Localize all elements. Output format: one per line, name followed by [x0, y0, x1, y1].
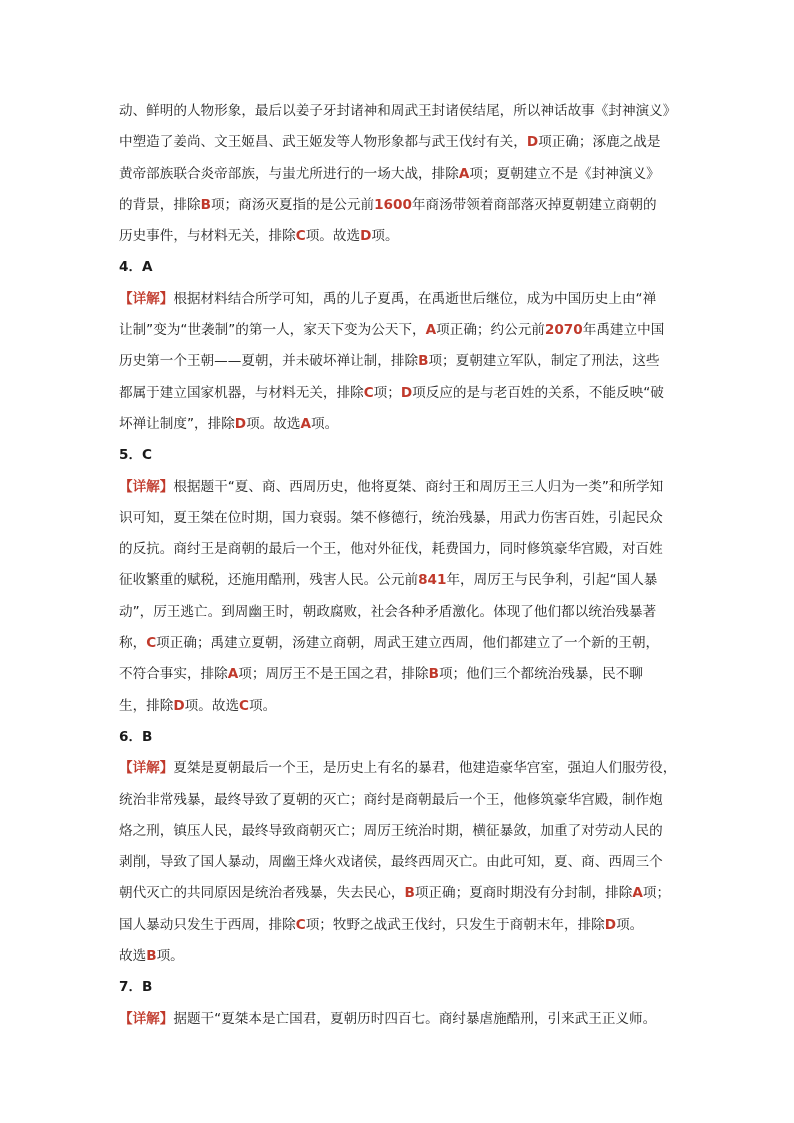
body-text: 项正确；涿鹿之战是 — [538, 134, 661, 151]
body-text: 项。故选 — [246, 415, 301, 432]
highlight-text: A — [632, 885, 643, 902]
text-line — [119, 565, 697, 596]
highlight-text: C — [146, 635, 157, 652]
body-text: 据题干“夏桀本是亡国君，夏朝历时四百七。商纣暴虐施酷刑，引来武王正义师。 — [173, 1010, 657, 1027]
text-line — [119, 409, 697, 440]
question-number: 4．A — [119, 259, 153, 276]
highlight-text: B — [146, 948, 157, 965]
text-line — [119, 847, 697, 878]
body-text: 项。 — [311, 415, 339, 432]
text-line — [119, 96, 697, 127]
body-text: 识可知，夏王桀在位时期，国力衰弱。桀不修德行，统治残暴，用武力伤害百姓，引起民众 — [119, 509, 663, 526]
body-text: 征收繁重的赋税，还施用酷刑，残害人民。公元前 — [119, 572, 419, 589]
body-text: 项。故选 — [184, 697, 240, 714]
highlight-text: C — [239, 697, 250, 714]
highlight-text: D — [173, 697, 185, 714]
body-text: 夏桀是夏朝最后一个王，是历史上有名的暴君，他建造豪华宫室，强迫人们服劳役， — [173, 760, 677, 777]
highlight-text: B — [418, 353, 429, 370]
explanation-paragraph — [119, 1004, 697, 1035]
explanation-paragraph — [119, 472, 697, 722]
body-text: 项；他们三个都统治残暴，民不聊 — [438, 666, 643, 683]
answer-explanation-page — [119, 96, 697, 1035]
text-line — [119, 785, 697, 816]
body-text: 朝代灭亡的共同原因是统治者残暴，失去民心， — [119, 885, 405, 902]
body-text: 项正确；夏商时期没有分封制，排除 — [414, 885, 633, 902]
body-text: 烙之刑，镇压人民，最终导致商朝灭亡；周厉王统治时期，横征暴敛，加重了对劳动人民的 — [119, 822, 663, 839]
highlight-text: 841 — [418, 572, 447, 589]
body-text: 项；夏朝建立不是《封神演义》 — [469, 165, 660, 182]
text-line — [119, 878, 697, 909]
highlight-text: D — [234, 415, 247, 432]
text-line — [119, 597, 697, 628]
highlight-text: B — [404, 885, 415, 902]
text-line — [119, 221, 697, 252]
body-text: 根据题干“夏、商、西周历史，他将夏桀、商纣王和周厉王三人归为一类”和所学知 — [173, 478, 664, 495]
body-text: 故选 — [119, 948, 147, 965]
highlight-text: B — [428, 666, 439, 683]
detail-tag: 【详解】 — [119, 1010, 174, 1027]
body-text: 项。 — [616, 916, 644, 933]
text-line — [119, 816, 697, 847]
body-text: 项； — [642, 885, 671, 902]
body-text: 项。 — [249, 697, 277, 714]
body-text: 项正确；约公元前 — [436, 322, 545, 339]
text-line — [119, 159, 697, 190]
highlight-text: 1600 — [374, 196, 412, 213]
body-text: 项。故选 — [305, 228, 361, 245]
body-text: 项。 — [371, 228, 399, 245]
body-text: 年，周厉王与民争利，引起“国人暴 — [446, 572, 658, 589]
body-text: 让制”变为“世袭制”的第一人，家天下变为公天下， — [119, 322, 426, 339]
question-number: 5．C — [119, 447, 153, 464]
body-text: 项；牧野之战武王伐纣，只发生于商朝末年，排除 — [305, 916, 605, 933]
body-text: 历史第一个王朝——夏朝，并未破坏禅让制，排除 — [119, 353, 419, 370]
body-text: 动”，厉王逃亡。到周幽王时，朝政腐败，社会各种矛盾激化。体现了他们都以统治残暴著 — [119, 603, 657, 620]
body-text: 坏禅让制度”，排除 — [119, 415, 235, 432]
highlight-text: D — [526, 134, 539, 151]
highlight-text: A — [300, 415, 311, 432]
highlight-text: D — [400, 384, 413, 401]
body-text: 称， — [119, 635, 147, 652]
text-line — [119, 910, 697, 941]
text-line — [119, 284, 697, 315]
body-text: 的背景，排除 — [119, 196, 201, 213]
text-line — [119, 472, 697, 503]
detail-tag: 【详解】 — [119, 760, 174, 777]
text-line — [119, 127, 697, 158]
body-text: 根据材料结合所学可知，禹的儿子夏禹，在禹逝世后继位，成为中国历史上由“禅 — [173, 290, 657, 307]
text-line — [119, 503, 697, 534]
body-text: 黄帝部族联合炎帝部族，与蚩尤所进行的一场大战，排除 — [119, 165, 459, 182]
body-text: 生，排除 — [119, 697, 174, 714]
text-line — [119, 691, 697, 722]
explanation-paragraph — [119, 753, 697, 972]
highlight-text: D — [360, 228, 372, 245]
highlight-text: C — [363, 384, 374, 401]
explanation-paragraph — [119, 96, 697, 252]
highlight-text: A — [227, 666, 239, 683]
body-text: 年商汤带领着商部落灭掉夏朝建立商朝的 — [411, 196, 657, 213]
text-line — [119, 346, 697, 377]
body-text: 动、鲜明的人物形象，最后以姜子牙封诸神和周武王封诸侯结尾，所以神话故事《封神演义》 — [119, 103, 677, 119]
text-line — [119, 1004, 697, 1035]
explanation-paragraph — [119, 284, 697, 440]
body-text: 的反抗。商纣王是商朝的最后一个王，他对外征伐，耗费国力，同时修筑豪华宫殿，对百姓 — [119, 541, 663, 558]
detail-tag: 【详解】 — [119, 290, 174, 307]
body-text: 不符合事实，排除 — [119, 666, 228, 683]
highlight-text: A — [425, 322, 437, 339]
body-text: 剥削，导致了国人暴动，周幽王烽火戏诸侯，最终西周灭亡。由此可知，夏、商、西周三个 — [119, 854, 663, 871]
question-number: 7．B — [119, 979, 153, 996]
body-text: 中塑造了姜尚、文王姬昌、武王姬发等人物形象都与武王伐纣有关， — [119, 134, 527, 151]
text-line — [119, 190, 697, 221]
body-text: 项；周厉王不是王国之君，排除 — [238, 666, 429, 683]
body-text: 年禹建立中国 — [582, 322, 665, 339]
body-text: 历史事件，与材料无关，排除 — [119, 228, 296, 245]
body-text: 项；夏朝建立军队，制定了刑法，这些 — [428, 353, 660, 370]
text-line — [119, 315, 697, 346]
text-line — [119, 659, 697, 690]
highlight-text: D — [604, 916, 617, 933]
body-text: 项； — [373, 384, 401, 401]
highlight-text: C — [295, 228, 306, 245]
highlight-text: A — [458, 165, 470, 182]
body-text: 国人暴动只发生于西周，排除 — [119, 916, 296, 933]
highlight-text: B — [200, 196, 211, 213]
body-text: 项反应的是与老百姓的关系，不能反映“破 — [412, 384, 664, 401]
question-number: 6．B — [119, 728, 153, 745]
body-text: 项正确；禹建立夏朝，汤建立商朝，周武王建立西周，他们都建立了一个新的王朝， — [156, 635, 660, 652]
text-line — [119, 378, 697, 409]
highlight-text: C — [295, 916, 306, 933]
text-line — [119, 753, 697, 784]
text-line — [119, 534, 697, 565]
body-text: 统治非常残暴，最终导致了夏朝的灭亡；商纣是商朝最后一个王，他修筑豪华宫殿，制作炮 — [119, 791, 663, 808]
body-text: 项。 — [156, 948, 184, 965]
highlight-text: 2070 — [544, 322, 583, 339]
detail-tag: 【详解】 — [119, 478, 174, 495]
body-text: 都属于建立国家机器，与材料无关，排除 — [119, 384, 364, 401]
body-text: 项；商汤灭夏指的是公元前 — [210, 196, 375, 213]
text-line — [119, 941, 697, 972]
text-line — [119, 628, 697, 659]
